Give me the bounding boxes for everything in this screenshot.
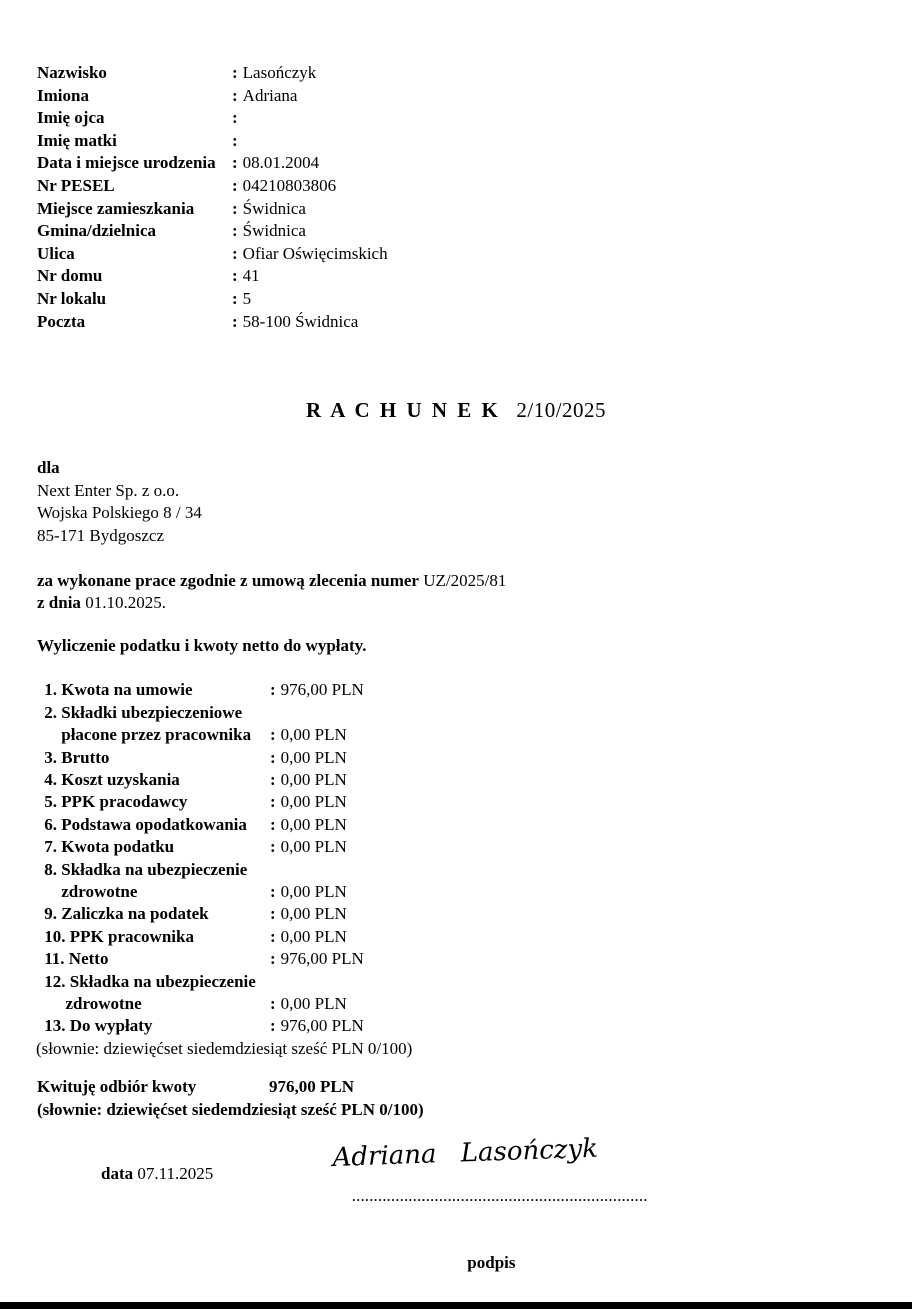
signature-date [101,1164,213,1184]
row-value: 976,00 PLN [280,680,364,700]
person-info-row [37,152,875,175]
row-colon: : [232,266,238,286]
calculation-row [40,926,875,948]
row-value: 976,00 PLN [280,1016,364,1036]
receipt-amount: 976,00 PLN [269,1077,354,1097]
row-colon: : [270,769,276,789]
row-colon: : [232,130,238,150]
row-label: Poczta [37,311,86,331]
row-colon: : [270,881,276,901]
person-info-row [37,62,875,85]
title-label: R A C H U N E K [305,398,501,423]
receipt-label: Kwituję odbiór kwoty [37,1077,197,1097]
document-title [37,396,875,424]
person-info-row [37,243,875,266]
receipt-amount-in-words: (słownie: dziewięćset siedemdziesiąt sześć PLN 0/100) [37,1099,424,1119]
row-value: 0,00 PLN [280,837,347,857]
row-label: Imię ojca [37,108,105,128]
row-colon: : [270,926,276,946]
row-label: Imię matki [37,130,117,150]
row-label: 6. Podstawa opodatkowania [40,814,247,834]
row-label: 7. Kwota podatku [40,837,175,857]
row-value: 0,00 PLN [280,993,347,1013]
row-colon: : [232,243,238,263]
calculation-row [40,702,875,724]
row-value: Świdnica [242,198,306,218]
date-label: data [101,1164,134,1184]
row-value: Ofiar Oświęcimskich [242,243,388,263]
calculation-row [40,791,875,813]
calculation-row [40,747,875,769]
contract-reference [37,570,875,615]
row-colon: : [270,792,276,812]
row-value: 0,00 PLN [280,725,347,745]
row-label: Nr PESEL [37,175,115,195]
row-colon: : [270,949,276,969]
row-value: 0,00 PLN [280,747,347,767]
person-info-row [37,107,875,130]
row-colon: : [232,85,238,105]
calculation-row [40,971,875,993]
row-label: 9. Zaliczka na podatek [40,904,209,924]
row-value: Lasończyk [242,63,317,82]
row-label: Nr domu [37,266,103,286]
row-value: Adriana [242,85,298,105]
page-bottom-edge [0,1302,912,1309]
row-value: 58-100 Świdnica [242,311,359,331]
calculation-row [40,769,875,791]
amount-in-words: (słownie: dziewięćset siedemdziesiąt sześć PLN 0/100) [36,1038,413,1058]
row-colon: : [270,747,276,767]
recipient-company: Next Enter Sp. z o.o. [37,480,180,500]
calculation-row [40,948,875,970]
contract-date: 01.10.2025. [85,593,166,613]
calculation-section [40,679,875,1038]
row-label: 10. PPK pracownika [40,926,194,946]
row-colon: : [232,175,238,195]
row-value: 0,00 PLN [280,904,347,924]
person-info-row [37,288,875,311]
receipt-amount-line [37,1076,875,1099]
signature-line [309,1134,648,1251]
row-value: 08.01.2004 [242,153,320,173]
row-colon: : [270,993,276,1013]
row-label: Data i miejsce urodzenia [37,153,216,173]
row-value: 0,00 PLN [280,881,347,901]
row-colon: : [232,153,238,173]
person-info-row [37,311,875,334]
row-value: 5 [242,288,252,308]
row-label: zdrowotne [40,993,142,1013]
document-body [37,62,875,1275]
row-value: 0,00 PLN [280,814,347,834]
row-label: Gmina/dzielnica [37,221,156,241]
row-colon: : [270,1016,276,1036]
row-colon: : [232,108,238,128]
signature-section [37,1134,875,1275]
calculation-row [40,903,875,925]
row-value: 0,00 PLN [280,769,347,789]
calculation-row [40,836,875,858]
row-label: 13. Do wypłaty [40,1016,153,1036]
row-colon: : [232,311,238,331]
dotted-line: .................................................................... [351,1186,648,1206]
person-info-row [37,198,875,221]
row-colon: : [270,904,276,924]
row-label: Nazwisko [37,63,107,82]
row-value: 04210803806 [242,175,337,195]
person-info-row [37,220,875,243]
handwritten-signature: Adriana Lasończyk [332,1134,599,1174]
contract-number: UZ/2025/81 [423,570,507,590]
contract-line-1 [37,570,875,593]
row-colon: : [232,198,238,218]
row-value: 0,00 PLN [280,792,347,812]
calculation-row [40,679,875,701]
calculation-row [40,859,875,881]
recipient-city: 85-171 Bydgoszcz [37,525,165,545]
calculation-row [40,881,875,903]
person-info-section [37,62,875,333]
calculation-row [40,1015,875,1037]
date-value: 07.11.2025 [137,1164,214,1184]
calculation-row [40,814,875,836]
row-label: 1. Kwota na umowie [40,680,193,700]
row-value: 0,00 PLN [280,926,347,946]
recipient-intro: dla [37,458,60,478]
row-label: Nr lokalu [37,288,107,308]
signature-block [309,1134,648,1275]
receipt-confirmation [37,1076,875,1121]
row-label: 2. Składki ubezpieczeniowe [40,702,243,722]
row-label: płacone przez pracownika [40,725,252,745]
signature-caption: podpis [467,1253,516,1273]
row-value: 976,00 PLN [280,949,364,969]
contract-line-1-label: za wykonane prace zgodnie z umową zlecenia numer [37,570,419,590]
person-info-row [37,175,875,198]
calculation-heading: Wyliczenie podatku i kwoty netto do wypłaty. [37,635,367,655]
row-label: 8. Składka na ubezpieczenie [40,859,248,879]
recipient-street: Wojska Polskiego 8 / 34 [37,503,202,523]
person-info-row [37,130,875,153]
row-colon: : [270,837,276,857]
row-value: 41 [242,266,260,286]
person-info-row [37,265,875,288]
row-colon: : [232,221,238,241]
calculation-row [40,724,875,746]
row-label: zdrowotne [40,881,138,901]
row-colon: : [232,288,238,308]
contract-line-2 [37,592,875,615]
row-label: 3. Brutto [40,747,110,767]
row-colon: : [232,63,238,82]
row-value: Świdnica [242,221,306,241]
row-colon: : [270,814,276,834]
row-label: 5. PPK pracodawcy [40,792,188,812]
contract-line-2-label: z dnia [37,593,81,613]
row-label: 4. Koszt uzyskania [40,769,180,789]
calculation-row [40,993,875,1015]
row-label: 11. Netto [40,949,109,969]
row-colon: : [270,680,276,700]
row-label: Imiona [37,85,89,105]
row-colon: : [270,725,276,745]
row-label: Ulica [37,243,75,263]
title-number: 2/10/2025 [516,398,607,423]
person-info-row [37,85,875,108]
row-label: Miejsce zamieszkania [37,198,195,218]
recipient-section [37,457,875,547]
row-label: 12. Składka na ubezpieczenie [40,971,256,991]
